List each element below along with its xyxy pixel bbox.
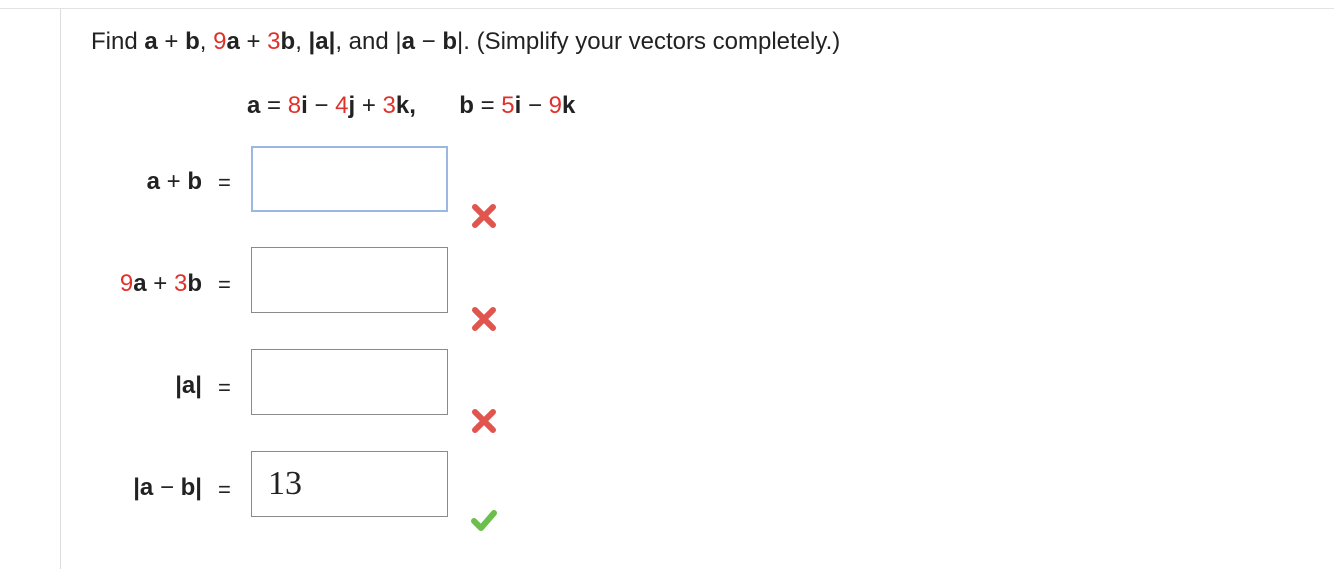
question-hint: (Simplify your vectors completely.) <box>476 28 841 55</box>
op-plus: + <box>246 28 261 55</box>
equals-sign: = <box>218 477 231 502</box>
var-b: b <box>280 28 296 55</box>
abs-close: b| <box>180 474 202 501</box>
b-k-coefficient: 9 <box>548 92 563 119</box>
x-mark-icon <box>470 407 498 435</box>
unit-k: k <box>395 92 410 119</box>
abs-a: |a| <box>308 28 336 55</box>
x-mark-icon <box>470 305 498 333</box>
var-b: b <box>442 28 458 55</box>
answer-input-9a-plus-3b[interactable] <box>251 247 448 313</box>
equals-sign: = <box>480 92 495 119</box>
comma: , <box>295 28 302 55</box>
coef-9: 9 <box>119 270 134 297</box>
unit-i: i <box>514 92 522 119</box>
abs-open: |a <box>133 474 154 501</box>
coef-3: 3 <box>267 28 281 55</box>
unit-i: i <box>301 92 308 119</box>
b-i-coefficient: 5 <box>501 92 515 119</box>
and-word: and <box>348 28 389 55</box>
answer-input-magnitude-a-minus-b[interactable] <box>251 451 448 517</box>
op-plus: + <box>153 270 168 297</box>
var-b: b <box>459 92 474 119</box>
row-label-9a-plus-3b <box>2 268 202 300</box>
coef-9: 9 <box>213 28 227 55</box>
a-i-coefficient: 8 <box>287 92 302 119</box>
op-minus: − <box>159 474 174 501</box>
top-divider <box>0 8 1334 9</box>
unit-k: k <box>562 92 576 119</box>
row-label-magnitude-a-minus-b <box>2 472 202 504</box>
coef-3: 3 <box>173 270 188 297</box>
var-b: b <box>187 270 202 297</box>
var-a: a <box>146 168 160 195</box>
abs-open: | <box>395 28 402 55</box>
op-minus: − <box>527 92 542 119</box>
abs-a: |a| <box>175 372 202 399</box>
abs-close: |. <box>457 28 470 55</box>
row-label-magnitude-a <box>2 370 202 402</box>
comma: , <box>409 92 416 119</box>
var-a: a <box>144 28 158 55</box>
equals-sign: = <box>218 170 231 195</box>
given-vectors <box>247 90 575 122</box>
answer-input-magnitude-a[interactable] <box>251 349 448 415</box>
check-mark-icon <box>470 506 498 534</box>
unit-j: j <box>348 92 356 119</box>
var-a: a <box>247 92 261 119</box>
op-plus: + <box>164 28 179 55</box>
op-minus: − <box>421 28 436 55</box>
op-plus: + <box>361 92 376 119</box>
var-b: b <box>187 168 202 195</box>
row-label-a-plus-b <box>2 166 202 198</box>
question-find: Find <box>91 28 138 55</box>
op-minus: − <box>314 92 329 119</box>
a-j-coefficient: 4 <box>335 92 349 119</box>
op-plus: + <box>166 168 181 195</box>
var-a: a <box>133 270 147 297</box>
a-k-coefficient: 3 <box>382 92 396 119</box>
var-a: a <box>226 28 240 55</box>
var-b: b <box>185 28 200 55</box>
answer-input-a-plus-b[interactable] <box>251 146 448 212</box>
equals-sign: = <box>218 375 231 400</box>
question-text <box>91 26 840 58</box>
equals-sign: = <box>218 272 231 297</box>
var-a: a <box>401 28 415 55</box>
comma: , <box>199 28 207 55</box>
equals-sign: = <box>267 92 282 119</box>
x-mark-icon <box>470 202 498 230</box>
comma: , <box>335 28 342 55</box>
